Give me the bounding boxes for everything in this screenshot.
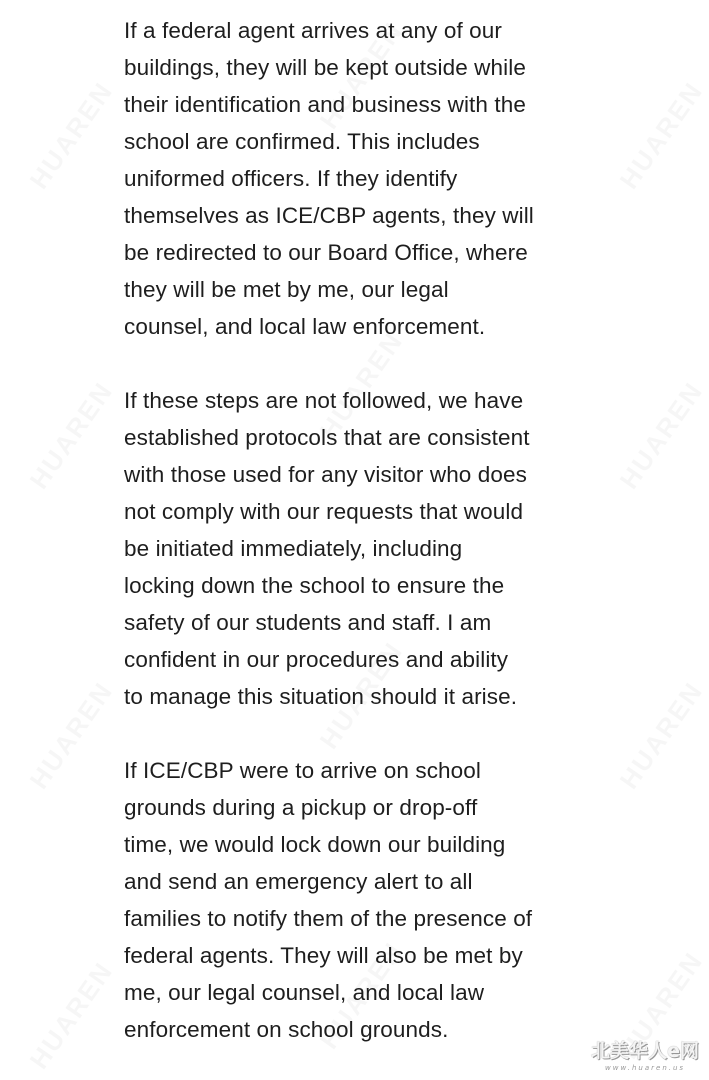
site-logo-watermark	[591, 1036, 699, 1072]
watermark-text	[24, 376, 120, 495]
text-line: grounds during a pickup or drop-off	[124, 795, 478, 820]
text-line: federal agents. They will also be met by	[124, 943, 523, 968]
text-line: uniformed officers. If they identify	[124, 166, 458, 191]
watermark-text	[614, 676, 709, 795]
paragraph-federal-agent-arrival	[124, 12, 604, 345]
text-line: not comply with our requests that would	[124, 499, 524, 524]
text-line: If these steps are not followed, we have	[124, 388, 524, 413]
text-line: school are confirmed. This includes	[124, 129, 480, 154]
logo-url: www.huaren.us	[605, 1064, 686, 1072]
text-line: enforcement on school grounds.	[124, 1017, 449, 1042]
text-line: their identification and business with the	[124, 92, 526, 117]
text-line: and send an emergency alert to all	[124, 869, 473, 894]
watermark-text	[614, 376, 709, 495]
text-line: themselves as ICE/CBP agents, they will	[124, 203, 534, 228]
text-line: to manage this situation should it arise.	[124, 684, 518, 709]
text-line: confident in our procedures and ability	[124, 647, 509, 672]
watermark-text	[24, 76, 120, 195]
text-line: locking down the school to ensure the	[124, 573, 505, 598]
text-line: be initiated immediately, including	[124, 536, 463, 561]
text-line: counsel, and local law enforcement.	[124, 314, 486, 339]
logo-title: 北美华人e网	[591, 1040, 699, 1062]
text-line: buildings, they will be kept outside while	[124, 55, 526, 80]
paragraph-pickup-dropoff	[124, 752, 604, 1048]
text-line: they will be met by me, our legal	[124, 277, 449, 302]
text-line: safety of our students and staff. I am	[124, 610, 492, 635]
watermark-text	[614, 76, 709, 195]
text-line: If ICE/CBP were to arrive on school	[124, 758, 481, 783]
text-line: families to notify them of the presence of	[124, 906, 533, 931]
text-line: time, we would lock down our building	[124, 832, 506, 857]
text-line: with those used for any visitor who does	[124, 462, 527, 487]
text-line: me, our legal counsel, and local law	[124, 980, 485, 1005]
text-line: be redirected to our Board Office, where	[124, 240, 528, 265]
text-line: established protocols that are consistent	[124, 425, 530, 450]
letter-body	[124, 12, 604, 1048]
paragraph-protocols	[124, 382, 604, 715]
watermark-text	[24, 676, 120, 795]
text-line: If a federal agent arrives at any of our	[124, 18, 502, 43]
watermark-text	[24, 956, 120, 1075]
